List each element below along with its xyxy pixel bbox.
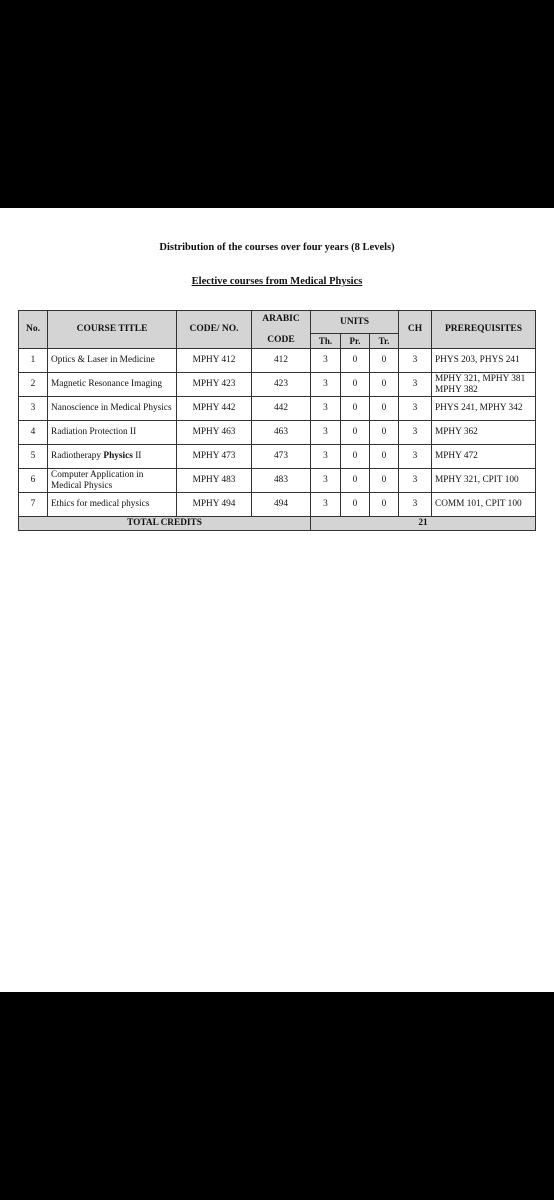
cell-code: MPHY 412 bbox=[177, 349, 252, 373]
cell-prerequisites: MPHY 321, MPHY 381 MPHY 382 bbox=[432, 373, 536, 397]
cell-pr: 0 bbox=[341, 493, 370, 517]
cell-prerequisites: MPHY 362 bbox=[432, 421, 536, 445]
cell-ch: 3 bbox=[399, 445, 432, 469]
header-tr: Tr. bbox=[370, 334, 399, 349]
cell-arabic-code: 463 bbox=[252, 421, 311, 445]
cell-th: 3 bbox=[311, 493, 341, 517]
cell-no: 5 bbox=[19, 445, 48, 469]
total-credits-value: 21 bbox=[311, 517, 536, 531]
cell-code: MPHY 473 bbox=[177, 445, 252, 469]
header-course-title: COURSE TITLE bbox=[48, 311, 177, 349]
cell-tr: 0 bbox=[370, 421, 399, 445]
cell-no: 1 bbox=[19, 349, 48, 373]
cell-th: 3 bbox=[311, 373, 341, 397]
cell-arabic-code: 494 bbox=[252, 493, 311, 517]
table-row bbox=[19, 493, 536, 517]
header-arabic-code: ARABIC CODE bbox=[252, 311, 311, 349]
header-ch: CH bbox=[399, 311, 432, 349]
cell-arabic-code: 483 bbox=[252, 469, 311, 493]
cell-code: MPHY 494 bbox=[177, 493, 252, 517]
cell-ch: 3 bbox=[399, 373, 432, 397]
cell-ch: 3 bbox=[399, 469, 432, 493]
total-credits-label: TOTAL CREDITS bbox=[19, 517, 311, 531]
cell-tr: 0 bbox=[370, 445, 399, 469]
cell-tr: 0 bbox=[370, 469, 399, 493]
cell-pr: 0 bbox=[341, 421, 370, 445]
cell-no: 4 bbox=[19, 421, 48, 445]
cell-tr: 0 bbox=[370, 493, 399, 517]
cell-title: Nanoscience in Medical Physics bbox=[48, 397, 177, 421]
cell-no: 6 bbox=[19, 469, 48, 493]
courses-table bbox=[18, 310, 536, 531]
cell-ch: 3 bbox=[399, 349, 432, 373]
cell-ch: 3 bbox=[399, 397, 432, 421]
table-row bbox=[19, 349, 536, 373]
table-row bbox=[19, 397, 536, 421]
header-prerequisites: PREREQUISITES bbox=[432, 311, 536, 349]
cell-th: 3 bbox=[311, 349, 341, 373]
cell-no: 2 bbox=[19, 373, 48, 397]
cell-title: Radiation Protection II bbox=[48, 421, 177, 445]
cell-prerequisites: MPHY 321, CPIT 100 bbox=[432, 469, 536, 493]
table-subheading: Elective courses from Medical Physics bbox=[191, 276, 363, 287]
total-row bbox=[19, 517, 536, 531]
cell-pr: 0 bbox=[341, 445, 370, 469]
document-page bbox=[0, 208, 554, 992]
cell-th: 3 bbox=[311, 469, 341, 493]
table-row bbox=[19, 445, 536, 469]
cell-pr: 0 bbox=[341, 397, 370, 421]
cell-th: 3 bbox=[311, 421, 341, 445]
cell-prerequisites: MPHY 472 bbox=[432, 445, 536, 469]
table-row bbox=[19, 469, 536, 493]
header-no: No. bbox=[19, 311, 48, 349]
cell-title: Optics & Laser in Medicine bbox=[48, 349, 177, 373]
cell-title: Radiotherapy Physics II bbox=[48, 445, 177, 469]
cell-no: 3 bbox=[19, 397, 48, 421]
cell-title: Ethics for medical physics bbox=[48, 493, 177, 517]
cell-th: 3 bbox=[311, 397, 341, 421]
cell-pr: 0 bbox=[341, 373, 370, 397]
header-units: UNITS bbox=[311, 311, 399, 334]
cell-ch: 3 bbox=[399, 493, 432, 517]
cell-tr: 0 bbox=[370, 349, 399, 373]
cell-prerequisites: PHYS 203, PHYS 241 bbox=[432, 349, 536, 373]
cell-pr: 0 bbox=[341, 349, 370, 373]
document-heading: Distribution of the courses over four years (8 Levels) bbox=[159, 242, 395, 253]
cell-tr: 0 bbox=[370, 373, 399, 397]
cell-title: Magnetic Resonance Imaging bbox=[48, 373, 177, 397]
cell-code: MPHY 483 bbox=[177, 469, 252, 493]
cell-arabic-code: 423 bbox=[252, 373, 311, 397]
cell-no: 7 bbox=[19, 493, 48, 517]
cell-title: Computer Application in Medical Physics bbox=[48, 469, 177, 493]
table-row bbox=[19, 421, 536, 445]
cell-code: MPHY 463 bbox=[177, 421, 252, 445]
cell-arabic-code: 412 bbox=[252, 349, 311, 373]
header-th: Th. bbox=[311, 334, 341, 349]
cell-tr: 0 bbox=[370, 397, 399, 421]
cell-pr: 0 bbox=[341, 469, 370, 493]
cell-code: MPHY 423 bbox=[177, 373, 252, 397]
header-code: CODE/ NO. bbox=[177, 311, 252, 349]
header-pr: Pr. bbox=[341, 334, 370, 349]
cell-prerequisites: COMM 101, CPIT 100 bbox=[432, 493, 536, 517]
cell-arabic-code: 442 bbox=[252, 397, 311, 421]
cell-th: 3 bbox=[311, 445, 341, 469]
cell-code: MPHY 442 bbox=[177, 397, 252, 421]
cell-prerequisites: PHYS 241, MPHY 342 bbox=[432, 397, 536, 421]
table-row bbox=[19, 373, 536, 397]
cell-ch: 3 bbox=[399, 421, 432, 445]
cell-arabic-code: 473 bbox=[252, 445, 311, 469]
